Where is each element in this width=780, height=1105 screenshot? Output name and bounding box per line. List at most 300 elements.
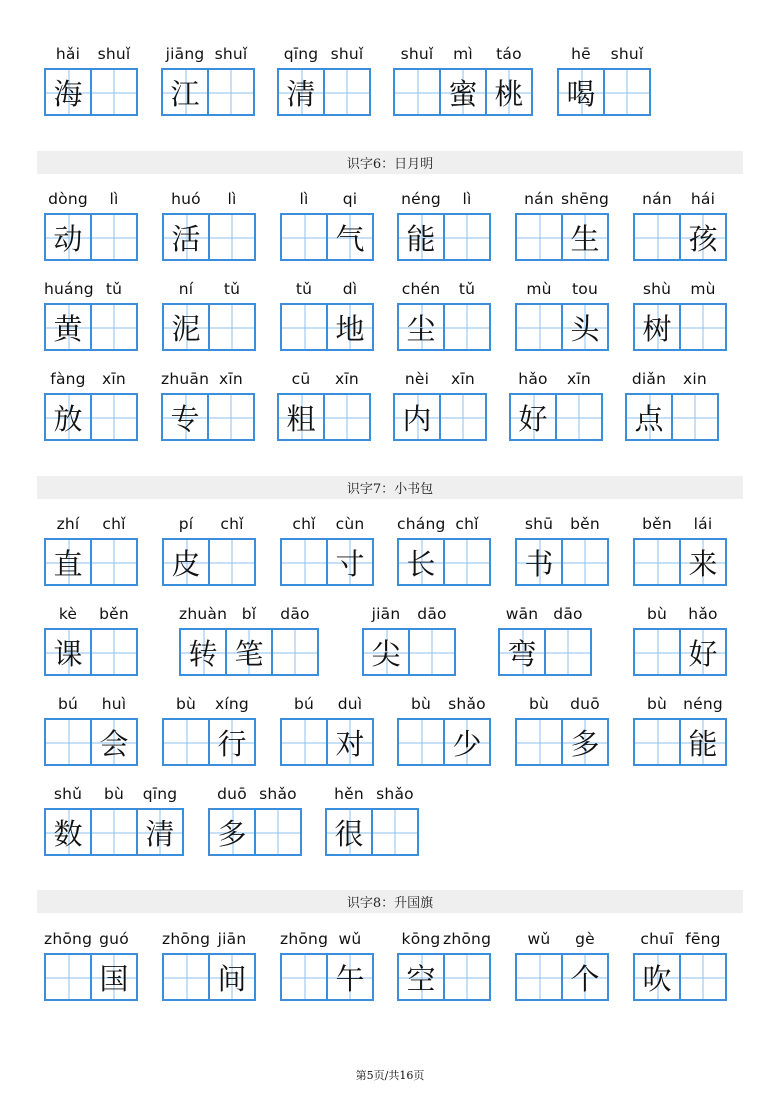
hanzi-character: 个 — [570, 961, 600, 996]
blank-writing-cell[interactable] — [441, 393, 487, 441]
tianzige-grid — [498, 628, 592, 676]
pinyin-syllable: gè — [575, 930, 595, 948]
hanzi-character: 树 — [642, 311, 672, 346]
pinyin-syllable: huó — [171, 190, 201, 208]
blank-writing-cell[interactable] — [210, 303, 256, 351]
tianzige-grid — [44, 953, 138, 1001]
pinyin-syllable: hǎo — [688, 605, 718, 623]
hanzi-character — [445, 540, 489, 584]
pinyin-syllable: cháng — [397, 515, 446, 533]
hanzi-character — [445, 305, 489, 349]
tianzige-grid — [162, 718, 256, 766]
blank-writing-cell[interactable] — [210, 213, 256, 261]
pinyin-syllable: kè — [58, 605, 78, 623]
blank-writing-cell[interactable] — [397, 718, 445, 766]
pinyin-syllable: zhōng — [443, 930, 492, 948]
character-cell — [325, 808, 373, 856]
hanzi-character — [563, 540, 607, 584]
blank-writing-cell[interactable] — [209, 393, 255, 441]
hanzi-character — [557, 395, 601, 439]
blank-writing-cell[interactable] — [280, 538, 328, 586]
pinyin-syllable: lì — [462, 190, 472, 208]
hanzi-character — [210, 215, 254, 259]
character-cell — [328, 718, 374, 766]
hanzi-character: 好 — [688, 636, 718, 671]
blank-writing-cell[interactable] — [681, 953, 727, 1001]
character-cell — [563, 718, 609, 766]
blank-writing-cell[interactable] — [44, 718, 92, 766]
hanzi-character: 多 — [570, 726, 600, 761]
character-cell — [563, 303, 609, 351]
character-cell — [445, 718, 491, 766]
pinyin-syllable: hái — [690, 190, 716, 208]
hanzi-character: 放 — [53, 401, 83, 436]
character-cell — [397, 953, 445, 1001]
character-cell — [328, 953, 374, 1001]
hanzi-character: 清 — [286, 76, 316, 111]
character-cell — [681, 538, 727, 586]
hanzi-character — [546, 630, 590, 674]
tianzige-grid — [625, 393, 719, 441]
blank-writing-cell[interactable] — [280, 213, 328, 261]
tianzige-grid — [161, 393, 255, 441]
hanzi-character: 寸 — [335, 546, 365, 581]
character-cell — [44, 628, 92, 676]
pinyin-syllable: jiāng — [165, 45, 205, 63]
tianzige-grid — [280, 718, 374, 766]
hanzi-character — [46, 720, 90, 764]
character-cell — [498, 628, 546, 676]
character-cell — [397, 213, 445, 261]
tianzige-grid — [633, 538, 727, 586]
section-title: 识字8：升国旗 — [346, 896, 434, 911]
pinyin-syllable: bǐ — [241, 605, 257, 623]
blank-writing-cell[interactable] — [209, 68, 255, 116]
pinyin-syllable: zhuān — [161, 370, 210, 388]
pinyin-syllable: cùn — [335, 515, 365, 533]
tianzige-grid — [162, 538, 256, 586]
character-cell — [277, 68, 325, 116]
blank-writing-cell[interactable] — [393, 68, 441, 116]
hanzi-character: 内 — [402, 401, 432, 436]
tianzige-grid — [515, 213, 609, 261]
pinyin-syllable: shū — [524, 515, 554, 533]
character-cell — [162, 213, 210, 261]
pinyin-syllable: néng — [401, 190, 441, 208]
character-cell — [44, 213, 92, 261]
pinyin-syllable: shēng — [561, 190, 610, 208]
tianzige-grid — [44, 718, 138, 766]
hanzi-character — [605, 70, 649, 114]
hanzi-character: 桃 — [494, 76, 524, 111]
pinyin-syllable: nèi — [404, 370, 430, 388]
hanzi-character: 午 — [335, 961, 365, 996]
pinyin-syllable: ní — [178, 280, 194, 298]
character-cell — [633, 303, 681, 351]
pinyin-syllable: duì — [337, 695, 363, 713]
hanzi-character — [635, 630, 679, 674]
pinyin-syllable: chǐ — [455, 515, 479, 533]
hanzi-character — [164, 955, 208, 999]
tianzige-grid — [633, 213, 727, 261]
blank-writing-cell[interactable] — [515, 303, 563, 351]
pinyin-syllable: chuī — [640, 930, 674, 948]
pinyin-syllable: diǎn — [631, 370, 667, 388]
hanzi-character: 好 — [518, 401, 548, 436]
tianzige-grid — [393, 393, 487, 441]
pinyin-syllable: kōng — [401, 930, 441, 948]
hanzi-character — [273, 630, 317, 674]
blank-writing-cell[interactable] — [445, 303, 491, 351]
pinyin-syllable: xíng — [215, 695, 249, 713]
blank-writing-cell[interactable] — [280, 953, 328, 1001]
hanzi-character — [441, 395, 485, 439]
pinyin-syllable: wān — [505, 605, 539, 623]
hanzi-character — [256, 810, 300, 854]
hanzi-character: 地 — [335, 311, 365, 346]
pinyin-syllable: qīng — [283, 45, 319, 63]
blank-writing-cell[interactable] — [325, 393, 371, 441]
hanzi-character — [209, 70, 253, 114]
pinyin-syllable: xīn — [102, 370, 126, 388]
blank-writing-cell[interactable] — [92, 393, 138, 441]
tianzige-grid — [515, 718, 609, 766]
blank-writing-cell[interactable] — [681, 303, 727, 351]
section-title: 识字7：小书包 — [346, 482, 434, 497]
section-header-shizi6 — [37, 151, 743, 174]
blank-writing-cell[interactable] — [92, 628, 138, 676]
hanzi-character — [282, 305, 326, 349]
pinyin-syllable: zhōng — [162, 930, 211, 948]
tianzige-grid — [280, 213, 374, 261]
blank-writing-cell[interactable] — [162, 953, 210, 1001]
character-cell — [509, 393, 557, 441]
section-header-shizi8 — [37, 890, 743, 913]
tianzige-grid — [515, 953, 609, 1001]
hanzi-character: 很 — [334, 816, 364, 851]
character-cell — [44, 538, 92, 586]
pinyin-syllable: huì — [101, 695, 127, 713]
blank-writing-cell[interactable] — [92, 538, 138, 586]
tianzige-grid — [515, 303, 609, 351]
hanzi-character — [92, 630, 136, 674]
pinyin-syllable: dāo — [553, 605, 583, 623]
pinyin-syllable: zhōng — [44, 930, 93, 948]
blank-writing-cell[interactable] — [546, 628, 592, 676]
pinyin-syllable: shǎo — [376, 785, 414, 803]
hanzi-character — [92, 540, 136, 584]
blank-writing-cell[interactable] — [515, 953, 563, 1001]
character-cell — [44, 393, 92, 441]
hanzi-character: 尖 — [371, 636, 401, 671]
tianzige-grid — [44, 808, 184, 856]
hanzi-character: 直 — [53, 546, 83, 581]
character-cell — [487, 68, 533, 116]
pinyin-syllable: qīng — [142, 785, 178, 803]
hanzi-character — [681, 955, 725, 999]
hanzi-character: 头 — [570, 311, 600, 346]
pinyin-syllable: lì — [299, 190, 309, 208]
pinyin-syllable: shuǐ — [97, 45, 131, 63]
pinyin-syllable: shǎo — [448, 695, 486, 713]
blank-writing-cell[interactable] — [92, 808, 138, 856]
pinyin-syllable: tǔ — [458, 280, 476, 298]
pinyin-syllable: zhōng — [280, 930, 329, 948]
blank-writing-cell[interactable] — [515, 213, 563, 261]
page-footer: 第5页/共16页 — [355, 1069, 425, 1082]
hanzi-character: 粗 — [286, 401, 316, 436]
hanzi-character: 对 — [335, 726, 365, 761]
pinyin-syllable: mì — [453, 45, 473, 63]
tianzige-grid — [179, 628, 319, 676]
tianzige-grid — [44, 213, 138, 261]
tianzige-grid — [44, 538, 138, 586]
hanzi-character — [209, 395, 253, 439]
hanzi-character: 课 — [53, 636, 83, 671]
tianzige-grid — [557, 68, 651, 116]
character-cell — [210, 718, 256, 766]
blank-writing-cell[interactable] — [445, 213, 491, 261]
pinyin-syllable: néng — [683, 695, 723, 713]
hanzi-character: 江 — [170, 76, 200, 111]
blank-writing-cell[interactable] — [633, 628, 681, 676]
hanzi-character — [325, 395, 369, 439]
pinyin-syllable: tǔ — [295, 280, 313, 298]
pinyin-syllable: shuǐ — [330, 45, 364, 63]
blank-writing-cell[interactable] — [563, 538, 609, 586]
hanzi-character: 点 — [634, 401, 664, 436]
blank-writing-cell[interactable] — [445, 953, 491, 1001]
pinyin-syllable: dāo — [417, 605, 447, 623]
hanzi-character: 少 — [452, 726, 482, 761]
hanzi-character: 活 — [171, 221, 201, 256]
blank-writing-cell[interactable] — [633, 538, 681, 586]
pinyin-syllable: hěn — [334, 785, 364, 803]
hanzi-character: 泥 — [171, 311, 201, 346]
pinyin-syllable: tou — [572, 280, 598, 298]
character-cell — [328, 538, 374, 586]
tianzige-grid — [280, 538, 374, 586]
pinyin-syllable: xīn — [335, 370, 359, 388]
pinyin-syllable: táo — [496, 45, 522, 63]
blank-writing-cell[interactable] — [44, 953, 92, 1001]
hanzi-character — [210, 540, 254, 584]
character-cell — [681, 213, 727, 261]
pinyin-syllable: guó — [99, 930, 129, 948]
pinyin-syllable: shuǐ — [400, 45, 434, 63]
pinyin-syllable: wǔ — [338, 930, 362, 948]
blank-writing-cell[interactable] — [673, 393, 719, 441]
character-cell — [681, 628, 727, 676]
hanzi-character: 长 — [406, 546, 436, 581]
hanzi-character: 国 — [99, 961, 129, 996]
blank-writing-cell[interactable] — [273, 628, 319, 676]
pinyin-syllable: xīn — [451, 370, 475, 388]
tianzige-grid — [44, 393, 138, 441]
hanzi-character — [282, 215, 326, 259]
hanzi-character — [517, 955, 561, 999]
pinyin-syllable: fàng — [50, 370, 86, 388]
hanzi-character — [92, 70, 136, 114]
character-cell — [625, 393, 673, 441]
character-cell — [44, 68, 92, 116]
hanzi-character: 皮 — [171, 546, 201, 581]
blank-writing-cell[interactable] — [280, 718, 328, 766]
hanzi-character: 多 — [217, 816, 247, 851]
character-cell — [227, 628, 273, 676]
blank-writing-cell[interactable] — [605, 68, 651, 116]
tianzige-grid — [280, 303, 374, 351]
pinyin-syllable: bù — [410, 695, 432, 713]
pinyin-syllable: shuǐ — [214, 45, 248, 63]
tianzige-grid — [397, 538, 491, 586]
character-cell — [563, 213, 609, 261]
tianzige-grid — [44, 628, 138, 676]
tianzige-grid — [397, 303, 491, 351]
hanzi-character — [46, 955, 90, 999]
character-cell — [328, 303, 374, 351]
character-cell — [328, 213, 374, 261]
pinyin-syllable: hǎi — [55, 45, 81, 63]
character-cell — [515, 538, 563, 586]
hanzi-character: 孩 — [688, 221, 718, 256]
character-cell — [210, 953, 256, 1001]
character-cell — [633, 953, 681, 1001]
blank-writing-cell[interactable] — [373, 808, 419, 856]
pinyin-syllable: wǔ — [527, 930, 551, 948]
tianzige-grid — [44, 303, 138, 351]
hanzi-character: 笔 — [234, 636, 264, 671]
tianzige-grid — [277, 68, 371, 116]
hanzi-character: 会 — [99, 726, 129, 761]
hanzi-character: 书 — [524, 546, 554, 581]
character-cell — [557, 68, 605, 116]
pinyin-syllable: duō — [570, 695, 600, 713]
character-cell — [161, 393, 209, 441]
character-cell — [162, 303, 210, 351]
pinyin-syllable: bú — [57, 695, 79, 713]
hanzi-character — [517, 215, 561, 259]
pinyin-syllable: pí — [178, 515, 194, 533]
hanzi-character: 海 — [53, 76, 83, 111]
character-cell — [44, 808, 92, 856]
pinyin-syllable: duō — [217, 785, 247, 803]
hanzi-character: 吹 — [642, 961, 672, 996]
hanzi-character — [92, 395, 136, 439]
hanzi-character: 行 — [217, 726, 247, 761]
hanzi-character — [395, 70, 439, 114]
blank-writing-cell[interactable] — [92, 68, 138, 116]
hanzi-character — [673, 395, 717, 439]
blank-writing-cell[interactable] — [280, 303, 328, 351]
blank-writing-cell[interactable] — [445, 538, 491, 586]
hanzi-character — [445, 215, 489, 259]
blank-writing-cell[interactable] — [633, 213, 681, 261]
pinyin-syllable: qi — [342, 190, 358, 208]
blank-writing-cell[interactable] — [633, 718, 681, 766]
hanzi-character: 能 — [406, 221, 436, 256]
hanzi-character: 空 — [406, 961, 436, 996]
hanzi-character — [92, 810, 136, 854]
character-cell — [397, 538, 445, 586]
pinyin-syllable: zhuàn — [179, 605, 228, 623]
character-cell — [393, 393, 441, 441]
blank-writing-cell[interactable] — [210, 538, 256, 586]
hanzi-character: 喝 — [566, 76, 596, 111]
pinyin-syllable: lái — [693, 515, 713, 533]
blank-writing-cell[interactable] — [92, 303, 138, 351]
pinyin-syllable: mù — [690, 280, 716, 298]
tianzige-grid — [208, 808, 302, 856]
pinyin-syllable: dì — [342, 280, 358, 298]
hanzi-character — [325, 70, 369, 114]
hanzi-character: 来 — [688, 546, 718, 581]
pinyin-syllable: nán — [524, 190, 554, 208]
blank-writing-cell[interactable] — [557, 393, 603, 441]
blank-writing-cell[interactable] — [92, 213, 138, 261]
tianzige-grid — [44, 68, 138, 116]
tianzige-grid — [397, 718, 491, 766]
hanzi-character — [445, 955, 489, 999]
blank-writing-cell[interactable] — [162, 718, 210, 766]
pinyin-syllable: zhí — [56, 515, 80, 533]
hanzi-character: 能 — [688, 726, 718, 761]
character-cell — [161, 68, 209, 116]
pinyin-syllable: bù — [646, 695, 668, 713]
pinyin-syllable: lì — [109, 190, 119, 208]
character-cell — [208, 808, 256, 856]
blank-writing-cell[interactable] — [410, 628, 456, 676]
character-cell — [441, 68, 487, 116]
hanzi-character — [373, 810, 417, 854]
tianzige-grid — [633, 628, 727, 676]
blank-writing-cell[interactable] — [325, 68, 371, 116]
character-cell — [44, 303, 92, 351]
tianzige-grid — [633, 303, 727, 351]
character-cell — [92, 718, 138, 766]
pinyin-syllable: fēng — [685, 930, 721, 948]
hanzi-character: 气 — [335, 221, 365, 256]
blank-writing-cell[interactable] — [256, 808, 302, 856]
tianzige-grid — [280, 953, 374, 1001]
pinyin-syllable: bù — [175, 695, 197, 713]
hanzi-character: 数 — [53, 816, 83, 851]
pinyin-syllable: bù — [103, 785, 125, 803]
hanzi-character — [517, 720, 561, 764]
pinyin-syllable: bù — [646, 605, 668, 623]
pinyin-syllable: dòng — [48, 190, 88, 208]
hanzi-character: 转 — [188, 636, 218, 671]
hanzi-character — [282, 955, 326, 999]
tianzige-grid — [325, 808, 419, 856]
pinyin-syllable: bù — [528, 695, 550, 713]
hanzi-character: 生 — [570, 221, 600, 256]
pinyin-syllable: xīn — [219, 370, 243, 388]
pinyin-syllable: tǔ — [223, 280, 241, 298]
tianzige-grid — [162, 303, 256, 351]
tianzige-grid — [633, 953, 727, 1001]
character-cell — [362, 628, 410, 676]
blank-writing-cell[interactable] — [515, 718, 563, 766]
section-title: 识字6：日月明 — [346, 157, 434, 172]
hanzi-character — [282, 720, 326, 764]
hanzi-character — [635, 540, 679, 584]
tianzige-grid — [161, 68, 255, 116]
character-cell — [563, 953, 609, 1001]
pinyin-syllable: xin — [683, 370, 707, 388]
hanzi-character: 清 — [145, 816, 175, 851]
hanzi-character: 动 — [53, 221, 83, 256]
